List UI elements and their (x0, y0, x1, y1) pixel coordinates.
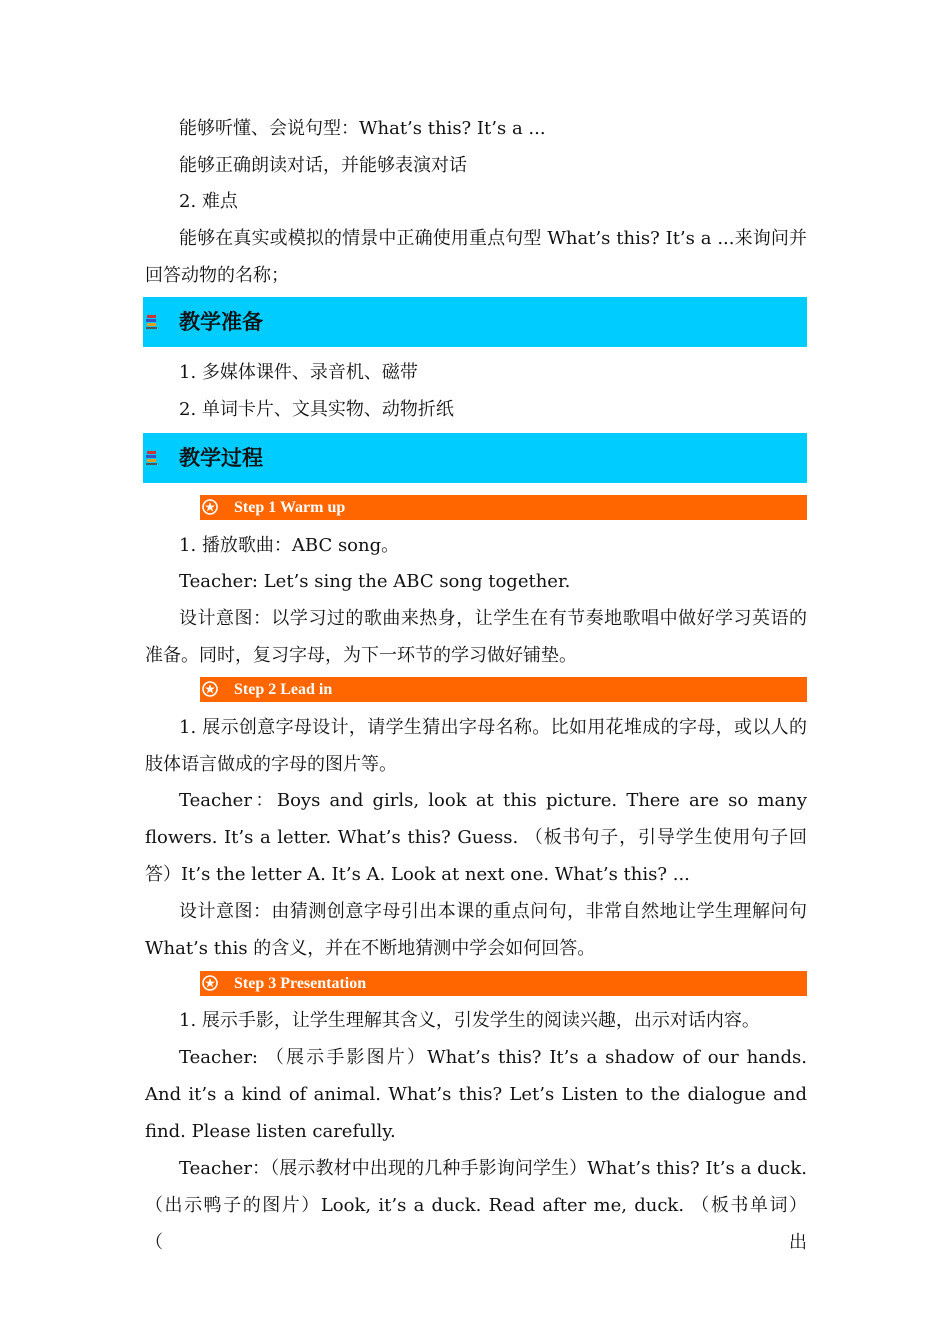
book-stack-icon (146, 451, 158, 465)
step-label-2: Step 2 Lead in (234, 681, 333, 698)
difficulty-text: 能够在真实或模拟的情景中正确使用重点句型 What’s this? It’s a ...来询问并回答动物的名称； (145, 228, 807, 286)
step2-para-3: 设计意图：由猜测创意字母引出本课的重点问句，非常自然地让学生理解问句 What’s this 的含义，并在不断地猜测中学会如何回答。 (145, 901, 807, 959)
section-title-prep: 教学准备 (179, 310, 263, 334)
step2-para-2: Teacher：Boys and girls, look at this picture. There are so many flowers. It’s a letter. What’s this? Guess. （板书句子，引导学生使用句子回答）It’s the letter A. It’s A. Look at next one. What’s this? ... (145, 790, 807, 885)
step1-para-2: Teacher: Let’s sing the ABC song together. (179, 571, 571, 592)
step3-para-3: Teacher：（展示教材中出现的几种手影询问学生）What’s this? It’s a duck.（出示鸭子的图片）Look, it’s a duck. Read after me, duck. （板书单词） （出 (145, 1158, 807, 1253)
star-circle-icon (202, 681, 218, 697)
section-header-process (143, 433, 807, 483)
prep-item-2: 2. 单词卡片、文具实物、动物折纸 (179, 399, 454, 420)
step-bar-1 (200, 495, 807, 520)
star-circle-icon (202, 975, 218, 991)
step-label-1: Step 1 Warm up (234, 499, 346, 516)
book-stack-icon (146, 315, 158, 329)
step-bar-3 (200, 971, 807, 996)
step3-para-2: Teacher: （展示手影图片）What’s this? It’s a shadow of our hands. And it’s a kind of animal. What’s this? Let’s Listen to the dialogue and find. Please listen carefully. (145, 1047, 807, 1142)
step-bar-2 (200, 677, 807, 702)
section-title-process: 教学过程 (179, 446, 263, 470)
step-label-3: Step 3 Presentation (234, 975, 367, 992)
difficulty-heading: 2. 难点 (179, 191, 238, 212)
objective-line-1: 能够听懂、会说句型：What’s this? It’s a ... (179, 118, 546, 139)
step1-para-1: 1. 播放歌曲：ABC song。 (179, 535, 400, 556)
step3-para-1: 1. 展示手影，让学生理解其含义，引发学生的阅读兴趣，出示对话内容。 (179, 1010, 760, 1031)
objective-line-2: 能够正确朗读对话，并能够表演对话 (179, 155, 467, 176)
star-circle-icon (202, 499, 218, 515)
section-header-prep (143, 297, 807, 347)
step1-para-3: 设计意图：以学习过的歌曲来热身，让学生在有节奏地歌唱中做好学习英语的准备。同时，复习字母，为下一环节的学习做好铺垫。 (145, 608, 807, 666)
step2-para-1: 1. 展示创意字母设计，请学生猜出字母名称。比如用花堆成的字母，或以人的肢体语言做成的字母的图片等。 (145, 717, 807, 775)
prep-item-1: 1. 多媒体课件、录音机、磁带 (179, 362, 418, 383)
